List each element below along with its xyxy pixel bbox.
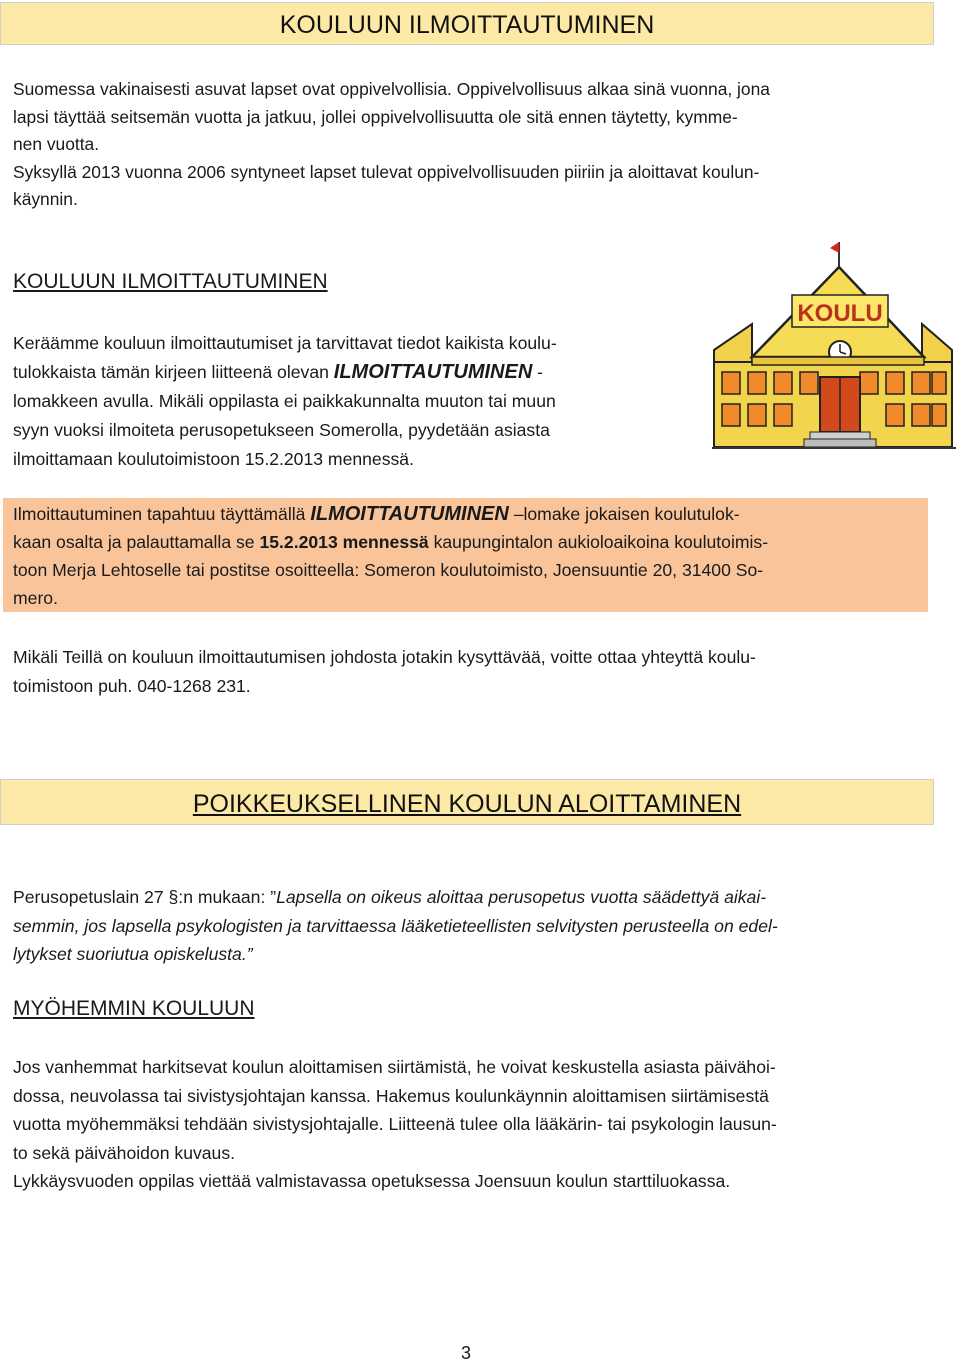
paragraph-line: mero. bbox=[13, 588, 58, 608]
text-run: - bbox=[532, 362, 544, 382]
intro-paragraph bbox=[13, 76, 913, 214]
paragraph-line: vuotta myöhemmäksi tehdään sivistysjohtajalle. Liitteenä tulee olla lääkärin- tai psykologin lausun- bbox=[13, 1114, 777, 1134]
form-name: ILMOITTAUTUMINEN bbox=[310, 503, 509, 525]
text-run: Perusopetuslain 27 §:n mukaan: ” bbox=[13, 887, 277, 907]
intro-line: käynnin. bbox=[13, 189, 78, 209]
section-title: POIKKEUKSELLINEN KOULUN ALOITTAMINEN bbox=[192, 790, 742, 818]
contact-paragraph bbox=[13, 643, 913, 700]
school-sign-text: KOULU bbox=[797, 300, 883, 327]
paragraph-line bbox=[13, 358, 713, 387]
registration-paragraph bbox=[13, 329, 713, 474]
intro-line: Suomessa vakinaisesti asuvat lapset ovat oppivelvollisia. Oppivelvollisuus alkaa sinä vuonna, jona bbox=[13, 79, 770, 99]
section-heading: KOULUUN ILMOITTAUTUMINEN bbox=[13, 270, 328, 293]
quote-text: Lapsella on oikeus aloittaa perusopetus vuotta säädettyä aikai- bbox=[276, 887, 767, 907]
deadline: 15.2.2013 mennessä bbox=[259, 532, 429, 552]
paragraph-line: dossa, neuvolassa tai sivistysjohtajan kanssa. Hakemus koulunkäynnin aloittamisen siirtämisestä bbox=[13, 1085, 769, 1106]
paragraph-line: ilmoittamaan koulutoimistoon 15.2.2013 mennessä. bbox=[13, 449, 414, 469]
paragraph-line: toimistoon puh. 040-1268 231. bbox=[13, 675, 251, 696]
paragraph-line: Jos vanhemmat harkitsevat koulun aloittamisen siirtämistä, he voivat keskustella asiasta päivähoi- bbox=[13, 1057, 776, 1077]
school-illustration bbox=[712, 232, 960, 472]
text-run: –lomake jokaisen koulutulok- bbox=[508, 504, 740, 524]
paragraph-line: semmin, jos lapsella psykologisten ja tarvittaessa lääketieteellisten selvitysten perusteella on edel- bbox=[13, 915, 778, 936]
form-name: ILMOITTAUTUMINEN bbox=[333, 361, 533, 383]
intro-line: lapsi täyttää seitsemän vuotta ja jatkuu, jollei oppivelvollisuutta ole sitä ennen täytetty, kymme- bbox=[13, 106, 738, 127]
page-number: 3 bbox=[461, 1343, 472, 1363]
paragraph-line: toon Merja Lehtoselle tai postitse osoitteella: Someron koulutoimisto, Joensuuntie 20, 31400 So- bbox=[13, 560, 764, 580]
intro-line: Syksyllä 2013 vuonna 2006 syntyneet lapset tulevat oppivelvollisuuden piiriin ja aloittavat koulun- bbox=[13, 161, 760, 182]
paragraph-line: syyn vuoksi ilmoiteta perusopetukseen Somerolla, pyydetään asiasta bbox=[13, 420, 550, 440]
law-paragraph bbox=[13, 883, 913, 969]
text-run: tulokkaista tämän kirjeen liitteenä olevan bbox=[13, 362, 334, 382]
section-banner bbox=[0, 2, 934, 45]
text-run: kaupungintalon aukioloaikoina koulutoimis- bbox=[428, 532, 769, 552]
later-start-paragraph bbox=[13, 1053, 913, 1196]
paragraph-line: Keräämme kouluun ilmoittautumiset ja tarvittavat tiedot kaikista koulu- bbox=[13, 333, 557, 353]
paragraph-line: lomakkeen avulla. Mikäli oppilasta ei paikkakunnalta muuton tai muun bbox=[13, 391, 556, 411]
paragraph-line: Mikäli Teillä on kouluun ilmoittautumisen johdosta jotakin kysyttävää, voitte ottaa yhteyttä koulu- bbox=[13, 647, 756, 667]
paragraph-line bbox=[13, 500, 928, 528]
page-title: KOULUUN ILMOITTAUTUMINEN bbox=[279, 11, 655, 39]
paragraph-line: to sekä päivähoidon kuvaus. bbox=[13, 1142, 236, 1163]
text-run: Ilmoittautuminen tapahtuu täyttämällä bbox=[13, 504, 311, 524]
paragraph-line: Lykkäysvuoden oppilas viettää valmistavassa opetuksessa Joensuun koulun starttiluokassa. bbox=[13, 1171, 731, 1191]
paragraph-line bbox=[13, 883, 913, 912]
paragraph-line bbox=[13, 528, 928, 556]
section-heading: MYÖHEMMIN KOULUUN bbox=[13, 997, 255, 1020]
intro-line: nen vuotta. bbox=[13, 134, 100, 154]
paragraph-line: lytykset suoriutua opiskelusta.” bbox=[13, 944, 253, 964]
text-run: kaan osalta ja palauttamalla se bbox=[13, 532, 260, 552]
highlight-paragraph bbox=[13, 500, 928, 612]
section-banner bbox=[0, 779, 934, 825]
